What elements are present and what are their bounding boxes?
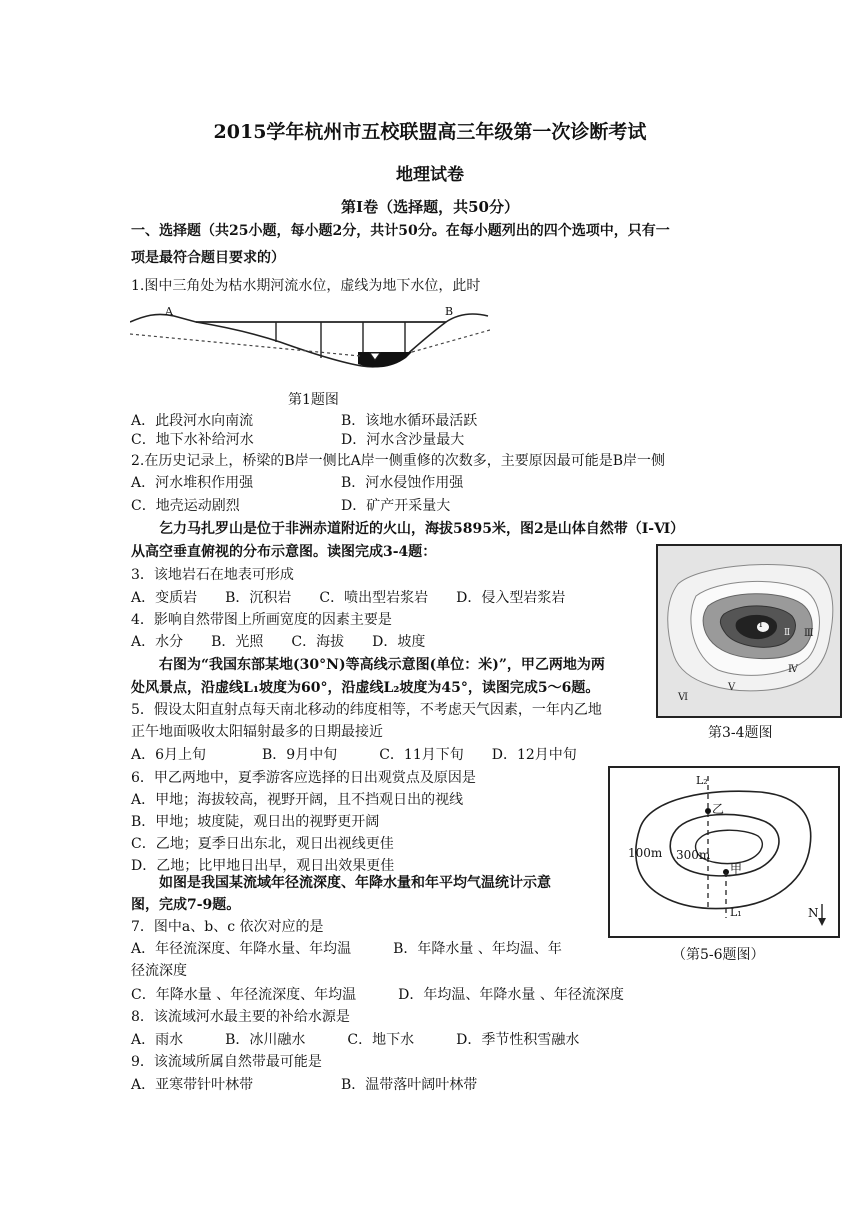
q9-stem: 9．该流域所属自然带最可能是 bbox=[131, 1054, 322, 1070]
q5-stem-line-1: 5．假设太阳直射点每天南北移动的纬度相等，不考虑天气因素，一年内乙地 bbox=[131, 702, 602, 718]
intro-56-line-1: 右图为“我国东部某地(30°N)等高线示意图(单位：米)”，甲乙两地为两 bbox=[159, 657, 605, 673]
fig-56-north-label: N bbox=[808, 906, 819, 920]
q3-stem: 3．该地岩石在地表可形成 bbox=[131, 567, 294, 583]
fig-56-caption: （第5-6题图） bbox=[672, 947, 765, 963]
q7-stem: 7．图中a、b、c 依次对应的是 bbox=[131, 919, 324, 935]
fig-56-l2-label: L₂ bbox=[696, 774, 708, 787]
q1-label-a: A bbox=[165, 305, 173, 318]
fig-56-l1-label: L₁ bbox=[730, 906, 742, 919]
q6-option-d: D．乙地；比甲地日出早，观日出效果更佳 bbox=[131, 858, 395, 874]
q8-stem: 8．该流域河水最主要的补给水源是 bbox=[131, 1009, 350, 1025]
zone-label-5: Ⅴ bbox=[728, 682, 736, 693]
intro-34-line-2: 从高空垂直俯视的分布示意图。读图完成3-4题： bbox=[131, 544, 437, 560]
instruction-line-2: 项是最符合题目要求的） bbox=[131, 250, 285, 266]
fig-56-yi-label: 乙 bbox=[712, 802, 725, 816]
part-heading: 第Ⅰ卷（选择题，共50分） bbox=[341, 198, 519, 216]
fig-56-100m-label: 100m bbox=[628, 846, 663, 860]
q1-label-b: B bbox=[445, 305, 454, 318]
q6-option-a: A．甲地；海拔较高，视野开阔，且不挡观日出的视线 bbox=[131, 792, 464, 808]
q2-stem: 2.在历史记录上，桥梁的B岸一侧比A岸一侧重修的次数多，主要原因最可能是B岸一侧 bbox=[131, 453, 666, 469]
q4-stem: 4．影响自然带图上所画宽度的因素主要是 bbox=[131, 612, 392, 628]
page-subtitle: 地理试卷 bbox=[396, 165, 464, 185]
q1-option-c: C．地下水补给河水 bbox=[131, 432, 254, 448]
instruction-line-1: 一、选择题（共25小题，每小题2分，共计50分。在每小题列出的四个选项中，只有一 bbox=[131, 223, 670, 239]
zone-label-6: Ⅵ bbox=[678, 692, 689, 703]
q2-option-a: A．河水堆积作用强 bbox=[131, 475, 254, 491]
q1-caption: 第1题图 bbox=[288, 392, 339, 408]
q2-option-d: D．矿产开采量大 bbox=[341, 498, 451, 514]
zone-label-3: Ⅲ bbox=[804, 628, 814, 639]
q1-river-cross-section-figure bbox=[130, 300, 490, 382]
q2-option-c: C．地壳运动剧烈 bbox=[131, 498, 240, 514]
q7-options-line-1: A．年径流深度、年降水量、年均温 B．年降水量 、年均温、年 bbox=[131, 941, 562, 957]
intro-79-line-2: 图，完成7-9题。 bbox=[131, 897, 241, 913]
page-title: 2015学年杭州市五校联盟高三年级第一次诊断考试 bbox=[213, 121, 647, 143]
fig-56-300m-label: 300m bbox=[676, 848, 711, 862]
q6-stem: 6．甲乙两地中，夏季游客应选择的日出观赏点及原因是 bbox=[131, 770, 476, 786]
q8-options: A．雨水 B．冰川融水 C．地下水 D．季节性积雪融水 bbox=[131, 1032, 580, 1048]
q6-option-c: C．乙地；夏季日出东北，观日出视线更佳 bbox=[131, 836, 394, 852]
q5-stem-line-2: 正午地面吸收太阳辐射最多的日期最接近 bbox=[131, 724, 383, 740]
q3-options: A．变质岩 B．沉积岩 C．喷出型岩浆岩 D．侵入型岩浆岩 bbox=[131, 590, 566, 606]
q9-option-a: A．亚寒带针叶林带 bbox=[131, 1077, 254, 1093]
fig-56-contour-map bbox=[608, 766, 840, 938]
q6-option-b: B．甲地；坡度陡，观日出的视野更开阔 bbox=[131, 814, 380, 830]
intro-79-line-1: 如图是我国某流域年径流深度、年降水量和年平均气温统计示意 bbox=[159, 875, 551, 891]
q1-option-a: A．此段河水向南流 bbox=[131, 413, 254, 429]
q1-option-d: D．河水含沙量最大 bbox=[341, 432, 465, 448]
fig-34-mountain-zones-map bbox=[656, 544, 842, 718]
q7-options-line-2: 径流深度 bbox=[131, 963, 187, 979]
intro-34-line-1: 乞力马扎罗山是位于非洲赤道附近的火山，海拔5895米，图2是山体自然带（Ⅰ-Ⅵ） bbox=[159, 521, 685, 537]
intro-56-line-2: 处风景点，沿虚线L₁坡度为60°，沿虚线L₂坡度为45°，读图完成5～6题。 bbox=[131, 680, 600, 696]
fig-34-caption: 第3-4题图 bbox=[708, 725, 773, 741]
zone-label-2: Ⅱ bbox=[784, 628, 791, 638]
q4-options: A．水分 B．光照 C．海拔 D．坡度 bbox=[131, 634, 426, 650]
zone-label-4: Ⅳ bbox=[788, 664, 798, 675]
q2-option-b: B．河水侵蚀作用强 bbox=[341, 475, 464, 491]
zone-label-1: Ⅰ bbox=[759, 620, 763, 630]
q7-options-line-3: C．年降水量 、年径流深度、年均温 D．年均温、年降水量 、年径流深度 bbox=[131, 987, 624, 1003]
q1-option-b: B．该地水循环最活跃 bbox=[341, 413, 478, 429]
q5-options: A．6月上旬 B．9月中旬 C．11月下旬 D．12月中旬 bbox=[131, 747, 577, 763]
fig-56-jia-label: 甲 bbox=[730, 862, 743, 876]
q9-option-b: B．温带落叶阔叶林带 bbox=[341, 1077, 478, 1093]
q1-stem: 1.图中三角处为枯水期河流水位，虚线为地下水位，此时 bbox=[131, 278, 481, 294]
